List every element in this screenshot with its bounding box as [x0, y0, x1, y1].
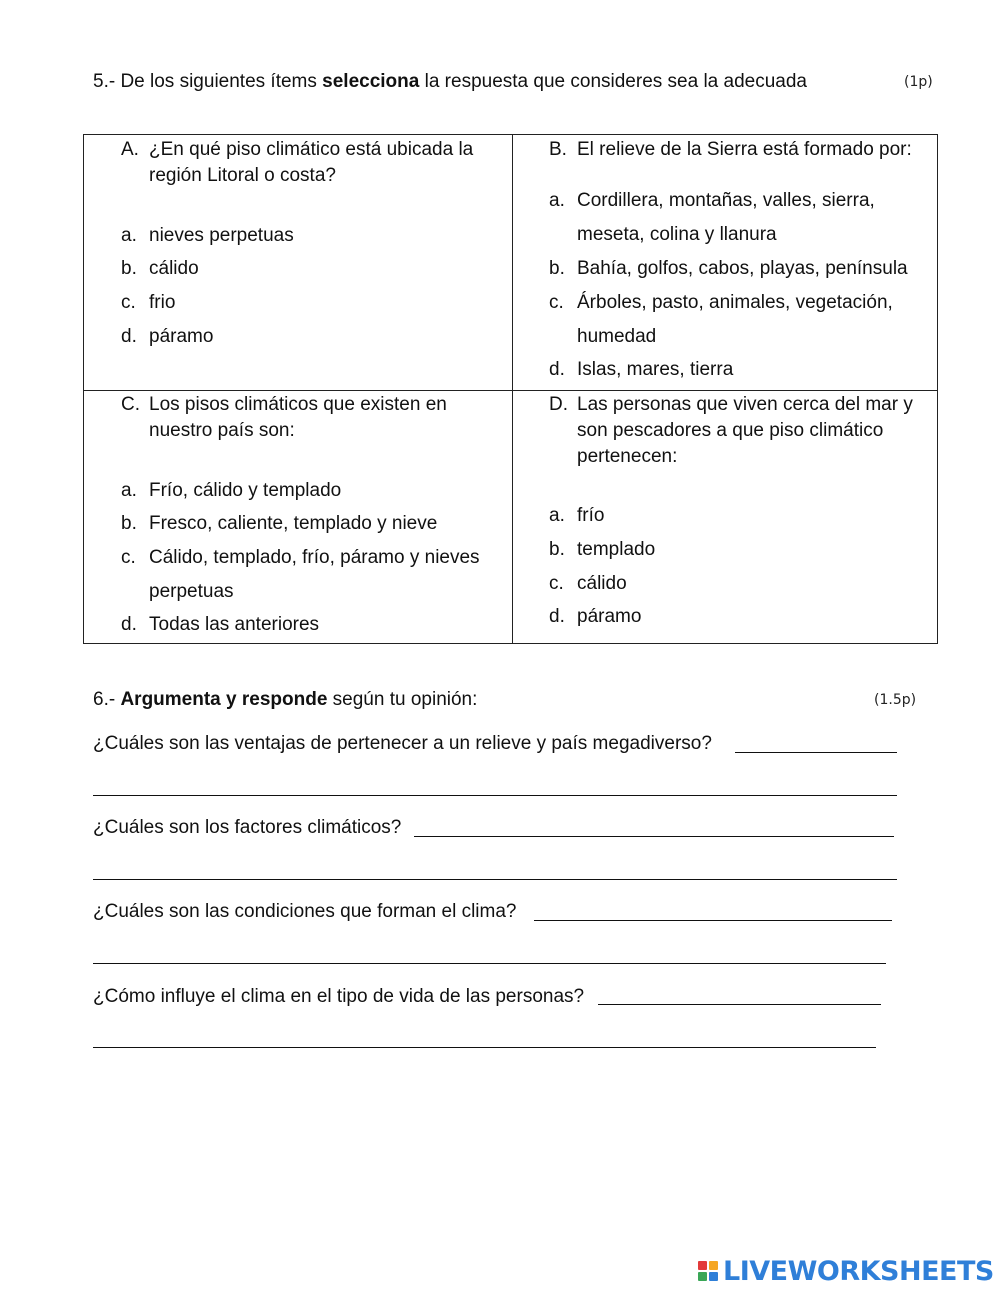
answer-line[interactable] — [93, 795, 897, 796]
answer-line[interactable] — [414, 836, 894, 837]
option-text: Bahía, golfos, cabos, playas, península — [577, 258, 908, 279]
option-letter: a. — [121, 480, 137, 501]
logo-square-blue — [709, 1272, 718, 1281]
option-text: perpetuas — [149, 581, 234, 602]
option-letter: b. — [121, 513, 137, 534]
option-letter: c. — [549, 292, 564, 313]
answer-line[interactable] — [735, 752, 897, 753]
option-text: Árboles, pasto, animales, vegetación, — [577, 292, 893, 313]
option-letter: c. — [121, 292, 136, 313]
option-text: páramo — [577, 606, 642, 627]
option-text: frio — [149, 292, 176, 313]
q6-title-suffix: según tu opinión: — [327, 689, 478, 710]
option-letter: c. — [121, 547, 136, 568]
question-text: pertenecen: — [577, 446, 678, 467]
option-letter: d. — [121, 614, 137, 635]
q5-title — [93, 71, 807, 93]
logo-square-red — [698, 1261, 707, 1270]
question-letter: B. — [549, 139, 567, 160]
q5-grid — [83, 134, 938, 644]
q5-points: (1p) — [904, 74, 933, 90]
question-text: El relieve de la Sierra está formado por: — [577, 139, 912, 160]
question-text: Los pisos climáticos que existen en — [149, 394, 447, 415]
q6-title — [93, 689, 477, 711]
option-letter: c. — [549, 573, 564, 594]
option-text: humedad — [577, 326, 657, 347]
question-letter: C. — [121, 394, 140, 415]
question-text: Las personas que viven cerca del mar y — [577, 394, 913, 415]
option-letter: b. — [549, 539, 565, 560]
question-letter: A. — [121, 139, 139, 160]
q5-title-prefix: 5.- De los siguientes ítems — [93, 71, 323, 92]
q6-question-4: ¿Cómo influye el clima en el tipo de vida de las personas? — [93, 986, 585, 1007]
logo-text: LIVEWORKSHEETS — [723, 1255, 994, 1287]
option-text: Fresco, caliente, templado y nieve — [149, 513, 438, 534]
option-letter: b. — [549, 258, 565, 279]
question-text: región Litoral o costa? — [149, 165, 336, 186]
liveworksheets-logo — [698, 1256, 994, 1286]
option-letter: d. — [121, 326, 137, 347]
logo-square-orange — [709, 1261, 718, 1270]
option-text: Cálido, templado, frío, páramo y nieves — [149, 547, 480, 568]
option-text: meseta, colina y llanura — [577, 224, 777, 245]
question-text: son pescadores a que piso climático — [577, 420, 884, 441]
option-text: frío — [577, 505, 605, 526]
option-text: Cordillera, montañas, valles, sierra, — [577, 190, 875, 211]
q6-title-bold: Argumenta y responde — [120, 689, 328, 710]
q5-title-bold: selecciona — [322, 71, 420, 92]
option-letter: a. — [121, 225, 137, 246]
q6-title-prefix: 6.- — [93, 689, 121, 710]
option-text: Frío, cálido y templado — [149, 480, 342, 501]
option-text: cálido — [149, 258, 199, 279]
option-text: páramo — [149, 326, 214, 347]
answer-line[interactable] — [598, 1004, 881, 1005]
answer-line[interactable] — [93, 1047, 876, 1048]
q6-question-2: ¿Cuáles son los factores climáticos? — [93, 817, 402, 838]
question-text: ¿En qué piso climático está ubicada la — [149, 139, 474, 160]
answer-line[interactable] — [93, 879, 897, 880]
logo-square-green — [698, 1272, 707, 1281]
question-letter: D. — [549, 394, 568, 415]
option-text: templado — [577, 539, 656, 560]
q5-title-suffix: la respuesta que consideres sea la adecuada — [419, 71, 807, 92]
q6-points: (1.5p) — [874, 692, 917, 708]
q6-question-3: ¿Cuáles son las condiciones que forman el clima? — [93, 901, 517, 922]
option-letter: d. — [549, 359, 565, 380]
answer-line[interactable] — [534, 920, 892, 921]
option-text: cálido — [577, 573, 627, 594]
option-letter: a. — [549, 505, 565, 526]
question-text: nuestro país son: — [149, 420, 295, 441]
grid-divider-vertical — [512, 135, 513, 643]
option-letter: b. — [121, 258, 137, 279]
option-text: Islas, mares, tierra — [577, 359, 734, 380]
grid-divider-horizontal — [84, 390, 937, 391]
q6-question-1: ¿Cuáles son las ventajas de pertenecer a un relieve y país megadiverso? — [93, 733, 712, 754]
answer-line[interactable] — [93, 963, 886, 964]
option-text: Todas las anteriores — [149, 614, 320, 635]
logo-squares-icon — [698, 1261, 718, 1281]
option-letter: d. — [549, 606, 565, 627]
option-text: nieves perpetuas — [149, 225, 294, 246]
option-letter: a. — [549, 190, 565, 211]
